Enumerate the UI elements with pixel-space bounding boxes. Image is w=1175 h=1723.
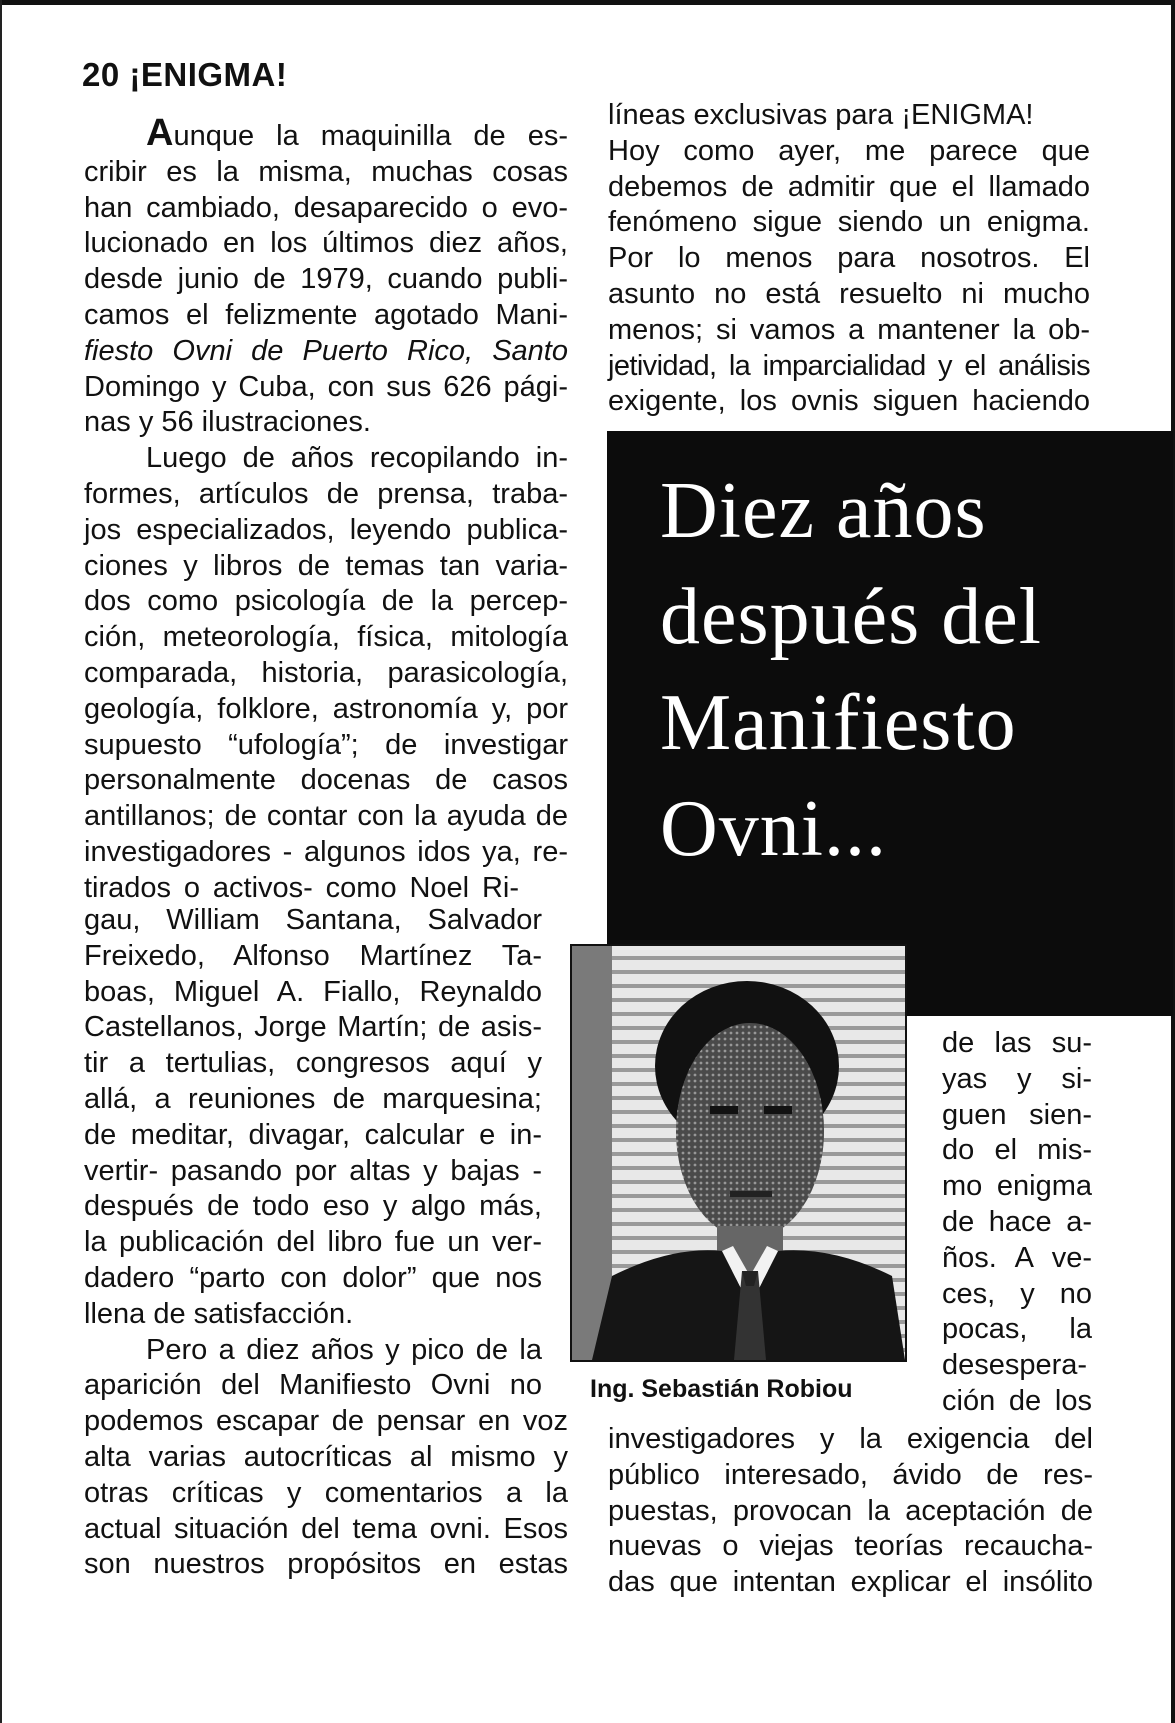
text-line: nas y 56 ilustraciones.: [84, 406, 371, 439]
text-line: exigente, los ovnis siguen haciendo: [608, 385, 1090, 418]
left-column: [84, 112, 568, 907]
portrait-illustration: [572, 946, 905, 1360]
text-line: ción de los: [942, 1384, 1092, 1417]
text-line: dadero “parto con dolor” que nos: [84, 1261, 542, 1294]
paragraph-block: [608, 1422, 1093, 1601]
text-line: debemos de admitir que el llamado: [608, 170, 1090, 203]
article-title: [660, 458, 1140, 882]
text-line: desde junio de 1979, cuando publi-: [84, 263, 568, 296]
text-line: ción, meteorología, física, mitología: [84, 621, 568, 654]
title-line: después del: [660, 573, 1043, 661]
text-line: han cambiado, desaparecido o evo-: [84, 191, 568, 224]
text-line: camos el felizmente agotado Mani-: [84, 298, 568, 331]
portrait-photo: [570, 944, 907, 1362]
text-line: supuesto “ufología”; de investigar: [84, 728, 568, 761]
text-line: jetividad, la imparcialidad y el análisis: [608, 349, 1090, 382]
text-line: público interesado, ávido de res-: [608, 1458, 1093, 1491]
page-border-top: [0, 0, 1175, 5]
text-line: tirados o activos- como Noel Ri-: [84, 871, 519, 904]
paragraph-block: [84, 903, 568, 1583]
photo-caption: Ing. Sebastián Robiou: [590, 1375, 853, 1403]
text-line: fiesto Ovni de Puerto Rico, Santo: [84, 334, 568, 367]
text-line: puestas, provocan la aceptación de: [608, 1494, 1093, 1527]
text-line: mo enigma: [942, 1170, 1092, 1203]
drop-letter: A: [146, 112, 174, 154]
text-line: desespera-: [942, 1349, 1088, 1382]
text-line: después de todo eso y algo más,: [84, 1190, 542, 1223]
text-line: Luego de años recopilando in-: [146, 442, 568, 475]
text-line: geología, folklore, astronomía y, por: [84, 692, 568, 725]
text-line: dos como psicología de la percep-: [84, 585, 568, 618]
text-line: Aunque la maquinilla de es-: [146, 112, 568, 154]
title-line: Ovni...: [660, 785, 887, 873]
text-line: guen sien-: [942, 1098, 1092, 1131]
text-line: cribir es la misma, muchas cosas: [84, 155, 568, 188]
text-line: das que intentan explicar el insólito: [608, 1566, 1093, 1599]
text-line: tir a tertulias, congresos aquí y: [84, 1047, 542, 1080]
text-line: aparición del Manifiesto Ovni no: [84, 1369, 542, 1402]
page-border-left: [0, 0, 2, 1723]
text-line: formes, artículos de prensa, traba-: [84, 477, 568, 510]
text-line: allá, a reuniones de marquesina;: [84, 1082, 542, 1115]
text-line: ces, y no: [942, 1277, 1092, 1310]
text-line: podemos escapar de pensar en voz: [84, 1405, 568, 1438]
text-line: llena de satisfacción.: [84, 1297, 354, 1330]
right-column-narrow: [942, 1026, 1092, 1420]
text-line: investigadores - algunos idos ya, re-: [84, 835, 568, 868]
title-line: Manifiesto: [660, 679, 1017, 767]
text-line: lucionado en los últimos diez años,: [84, 227, 568, 260]
title-line: Diez años: [660, 467, 987, 555]
text-line: de meditar, divagar, calcular e in-: [84, 1118, 542, 1151]
text-line: gau, William Santana, Salvador: [84, 904, 542, 936]
text-line: personalmente docenas de casos: [84, 764, 568, 797]
text-line: comparada, historia, parasicología,: [84, 656, 568, 689]
text-line: do el mis-: [942, 1134, 1092, 1167]
text-line: ciones y libros de temas tan varia-: [84, 549, 568, 582]
text-line: de hace a-: [942, 1205, 1092, 1238]
text-line: antillanos; de contar con la ayuda de: [84, 800, 568, 833]
text-line: de las su-: [942, 1027, 1092, 1059]
text-line: Pero a diez años y pico de la: [146, 1333, 542, 1366]
left-column-lower: [84, 903, 568, 1583]
text-line: la publicación del libro fue un ver-: [84, 1226, 542, 1259]
text-line: Por lo menos para nosotros. El: [608, 242, 1090, 275]
text-line: fenómeno sigue siendo un enigma.: [608, 206, 1090, 239]
paragraph-block: [608, 98, 1090, 420]
text-line: Freixedo, Alfonso Martínez Ta-: [84, 939, 542, 972]
text-line: boas, Miguel A. Fiallo, Reynaldo: [84, 975, 542, 1008]
text-line: otras críticas y comentarios a la: [84, 1476, 568, 1509]
text-line: pocas, la: [942, 1313, 1092, 1346]
paragraph-block: [84, 112, 568, 907]
right-column-bottom: [608, 1422, 1093, 1601]
text-line: líneas exclusivas para ¡ENIGMA!: [608, 99, 1034, 131]
right-column-top: [608, 98, 1090, 420]
text-line: son nuestros propósitos en estas: [84, 1548, 568, 1581]
text-line: investigadores y la exigencia del: [608, 1423, 1093, 1455]
text-line: menos; si vamos a mantener la ob-: [608, 313, 1090, 346]
text-line: ños. A ve-: [942, 1241, 1092, 1274]
text-line: vertir- pasando por altas y bajas -: [84, 1154, 542, 1187]
text-line: actual situación del tema ovni. Esos: [84, 1512, 568, 1545]
text-line: asunto no está resuelto ni mucho: [608, 277, 1090, 310]
text-line: jos especializados, leyendo publica-: [84, 513, 568, 546]
text-line: alta varias autocríticas al mismo y: [84, 1440, 568, 1473]
page-header: 20 ¡ENIGMA!: [82, 56, 288, 93]
text-line: yas y si-: [942, 1062, 1092, 1095]
text-line: Castellanos, Jorge Martín; de asis-: [84, 1011, 542, 1044]
text-line: nuevas o viejas teorías recaucha-: [608, 1530, 1093, 1563]
text-line: Domingo y Cuba, con sus 626 pági-: [84, 370, 568, 403]
paragraph-block: [942, 1026, 1092, 1420]
text-line: Hoy como ayer, me parece que: [608, 134, 1090, 167]
